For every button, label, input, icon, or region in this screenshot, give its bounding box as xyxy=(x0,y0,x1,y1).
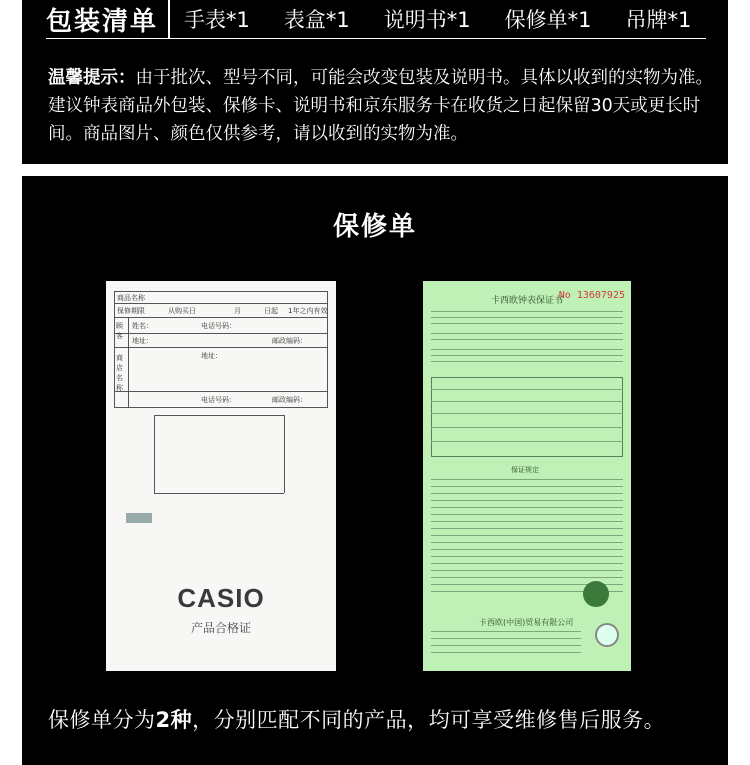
caption-count: 2种 xyxy=(155,708,193,732)
notice-body: 由于批次、型号不同，可能会改变包装及说明书。具体以收到的实物为准。建议钟表商品外包装、保修卡、说明书和京东服务卡在收货之日起保留30天或更长时间。商品图片、颜色仅供参考，请以收到的实物为准。 xyxy=(48,68,713,144)
title-divider xyxy=(168,0,170,38)
warranty-caption xyxy=(48,704,665,734)
hologram-seal-icon xyxy=(595,623,619,647)
casio-row-valid: 1年之内有效 xyxy=(288,307,328,315)
casio-row-phone: 电话号码： xyxy=(201,322,236,330)
casio-row-day: 日起 xyxy=(264,307,278,315)
green-card-company: 卡西欧(中国)贸易有限公司 xyxy=(479,618,574,627)
notice-label: 温馨提示： xyxy=(48,68,136,88)
green-card-section: 保证规定 xyxy=(511,466,539,474)
package-item-manual: 说明书*1 xyxy=(383,8,471,32)
casio-row-product: 商品名称 xyxy=(117,294,145,302)
casio-row-store-address: 地址： xyxy=(201,352,222,360)
package-item-warranty: 保修单*1 xyxy=(504,8,592,32)
package-item-tag: 吊牌*1 xyxy=(625,8,692,32)
package-list-panel xyxy=(22,0,728,164)
caption-suffix: ，分别匹配不同的产品，均可享受维修售后服务。 xyxy=(192,708,666,732)
casio-row-store: 商店名称 xyxy=(116,354,123,392)
package-list-row xyxy=(46,0,706,38)
casio-row-month: 月 xyxy=(234,307,241,315)
casio-row-period: 保修期限 xyxy=(117,307,145,315)
casio-row-store-zip: 邮政编码： xyxy=(272,396,307,404)
casio-row-store-phone: 电话号码： xyxy=(201,396,236,404)
package-list-title: 包装清单 xyxy=(46,6,159,37)
hologram-sticker xyxy=(126,513,152,523)
casio-logo: CASIO xyxy=(177,583,265,613)
package-item-box: 表盒*1 xyxy=(283,8,350,32)
green-warranty-card-image xyxy=(423,281,631,671)
green-card-title: 卡西欧钟表保证书 xyxy=(490,296,563,306)
green-seal-icon xyxy=(583,581,609,607)
casio-row-zip: 邮政编码： xyxy=(272,337,307,345)
green-card-number: No 13607925 xyxy=(558,290,625,301)
package-underline xyxy=(46,38,706,39)
casio-row-from: 从购买日 xyxy=(168,307,196,315)
caption-prefix: 保修单分为 xyxy=(48,708,156,732)
warranty-panel xyxy=(22,176,728,765)
certificate-label: 产品合格证 xyxy=(190,621,251,635)
notice-text xyxy=(48,64,718,148)
casio-row-address: 地址： xyxy=(132,337,153,345)
casio-stamp-box xyxy=(154,415,155,493)
casio-row-name: 姓名： xyxy=(132,322,153,330)
package-item-watch: 手表*1 xyxy=(184,8,250,32)
warranty-title: 保修单 xyxy=(332,212,417,242)
casio-row-customer: 顾客 xyxy=(116,322,123,340)
casio-warranty-card-image xyxy=(106,281,336,671)
